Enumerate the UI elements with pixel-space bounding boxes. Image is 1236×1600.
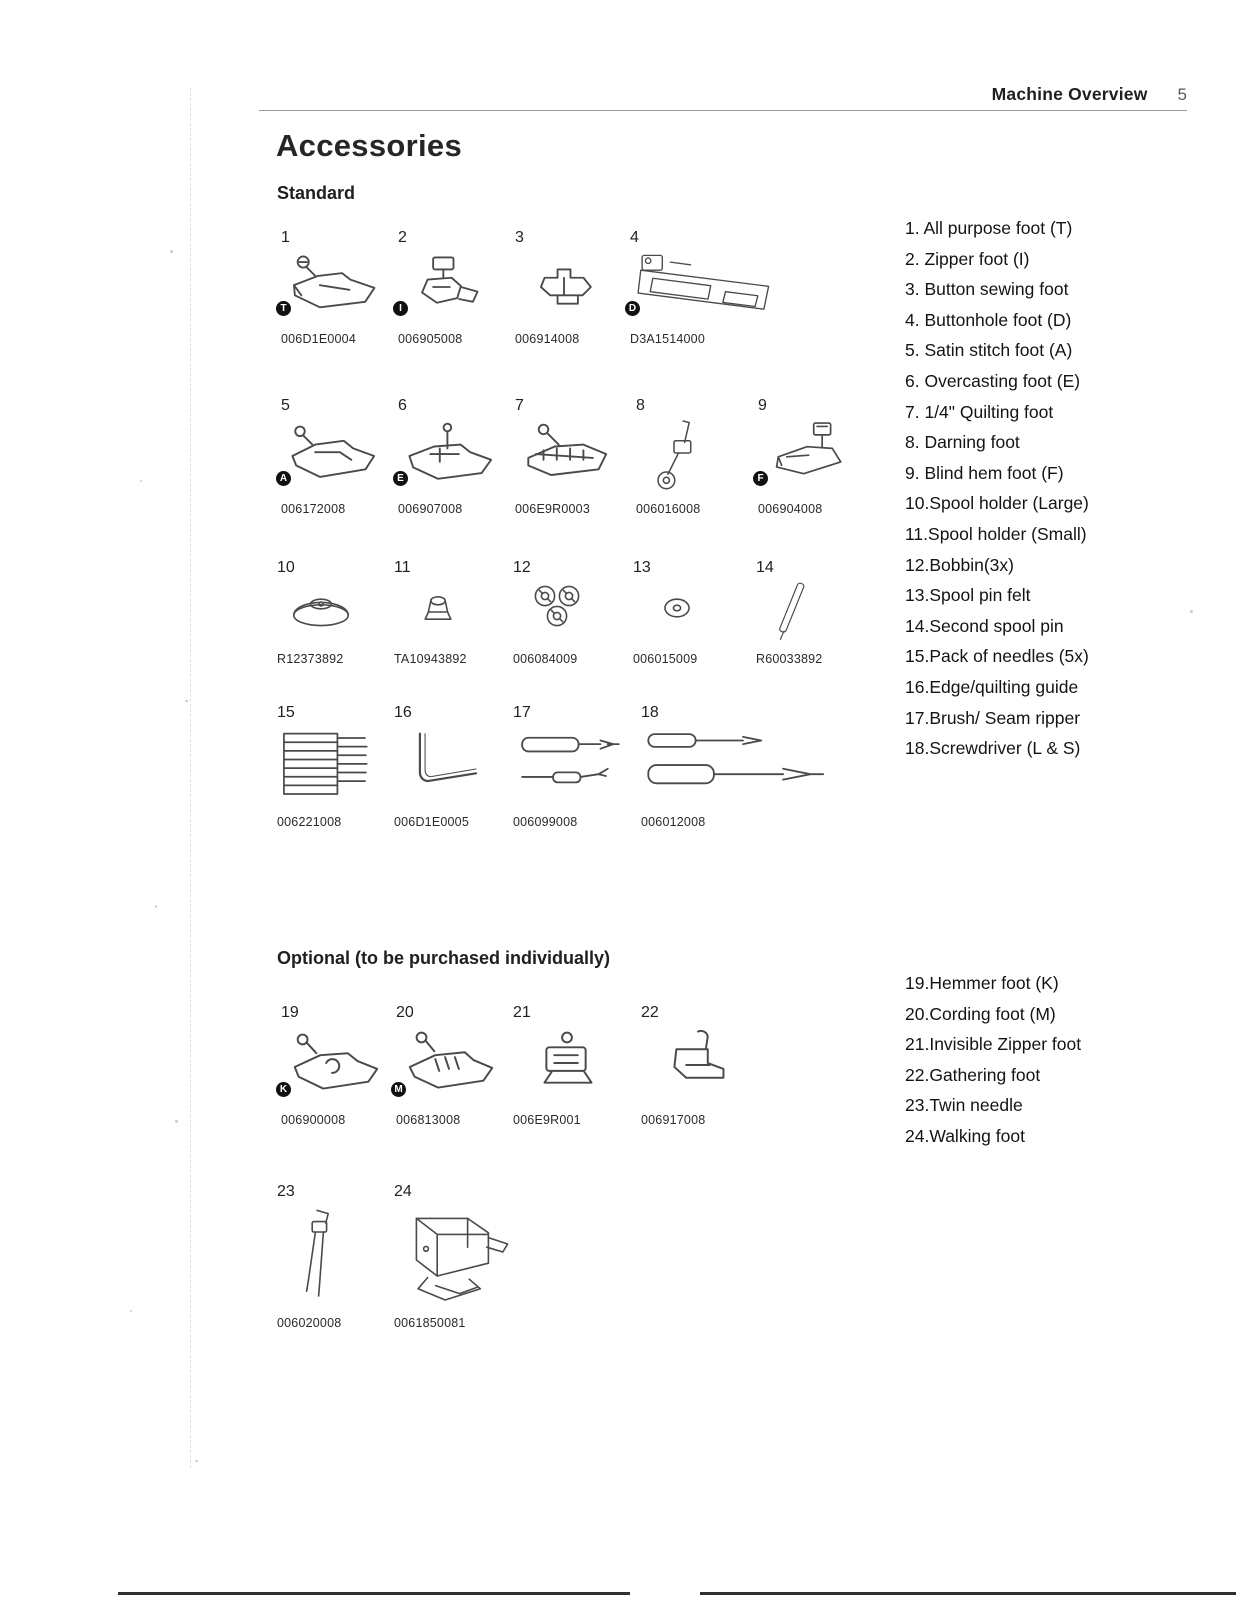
accessory-number: 2 (398, 229, 407, 246)
accessory-number: 23 (277, 1183, 295, 1200)
part-number: 006E9R001 (513, 1113, 581, 1127)
buttonhole-foot-icon (630, 250, 840, 324)
accessory-list-item: 2. Zipper foot (I) (905, 248, 1030, 269)
scan-speck (1190, 610, 1193, 613)
accessory-list-item: 8. Darning foot (905, 432, 1020, 453)
accessory-item (277, 558, 385, 666)
page-number: 5 (1177, 85, 1187, 104)
standard-section-label: Standard (277, 183, 356, 203)
invisible-zipper-foot-icon (513, 1025, 621, 1105)
hemmer-foot-icon (281, 1025, 389, 1105)
accessory-list-item: 9. Blind hem foot (F) (905, 462, 1064, 483)
part-number: D3A1514000 (630, 332, 705, 346)
accessory-number: 6 (398, 397, 407, 414)
zipper-foot-icon (398, 250, 506, 324)
accessory-number: 16 (394, 704, 412, 721)
accessory-list-item: 4. Buttonhole foot (D) (905, 309, 1072, 330)
accessory-list-item: 20.Cording foot (M) (905, 1003, 1056, 1024)
part-letter-badge: E (393, 471, 408, 486)
accessory-item (394, 703, 502, 829)
accessory-list-item: 19.Hemmer foot (K) (905, 973, 1059, 993)
part-number: 006917008 (641, 1113, 706, 1127)
accessory-number: 8 (636, 397, 645, 414)
accessory-list-item: 18.Screwdriver (L & S) (905, 738, 1081, 759)
accessory-list-item: 21.Invisible Zipper foot (905, 1034, 1082, 1055)
part-number: 006016008 (636, 502, 701, 516)
screwdrivers-icon (641, 725, 851, 807)
accessory-list-item: 1. All purpose foot (T) (905, 218, 1073, 238)
standard-accessory-list (905, 213, 1089, 764)
quilting-foot-icon (515, 418, 623, 494)
accessory-item (394, 558, 502, 666)
accessory-number: 18 (641, 704, 659, 721)
page-title: Accessories (276, 128, 462, 163)
accessory-list-item: 5. Satin stitch foot (A) (905, 340, 1073, 361)
darning-foot-icon (636, 418, 744, 494)
part-number: 006020008 (277, 1316, 342, 1330)
accessory-number: 24 (394, 1183, 412, 1200)
accessory-list-item: 15.Pack of needles (5x) (905, 646, 1089, 667)
part-number: 0061850081 (394, 1316, 466, 1330)
scan-speck (175, 1120, 178, 1123)
part-number: 006900008 (281, 1113, 346, 1127)
part-letter-badge: D (625, 301, 640, 316)
accessory-list-item: 13.Spool pin felt (905, 585, 1031, 606)
part-number: 006015009 (633, 652, 698, 666)
twin-needle-icon (277, 1204, 385, 1308)
accessory-list-item: 6. Overcasting foot (E) (905, 370, 1081, 391)
accessory-item (515, 396, 623, 516)
part-number: R12373892 (277, 652, 344, 666)
accessory-item (277, 1182, 385, 1330)
accessory-list-item: 10.Spool holder (Large) (905, 493, 1089, 514)
scan-speck (155, 905, 157, 908)
accessory-list-item: 16.Edge/quilting guide (905, 676, 1079, 697)
part-letter-badge: A (276, 471, 291, 486)
blind-hem-foot-icon (758, 418, 866, 494)
accessory-number: 17 (513, 704, 531, 721)
part-number: 006099008 (513, 815, 578, 829)
accessory-number: 7 (515, 397, 524, 414)
accessory-item (513, 703, 643, 829)
spool-holder-small-icon (394, 580, 502, 644)
accessory-number: 20 (396, 1004, 414, 1021)
accessory-list-item: 23.Twin needle (905, 1095, 1023, 1116)
scan-speck (140, 480, 142, 482)
accessory-item (398, 396, 506, 516)
accessory-item (281, 396, 389, 516)
accessory-list-item: 11.Spool holder (Small) (905, 523, 1087, 544)
accessory-list-item: 3. Button sewing foot (905, 279, 1069, 300)
accessory-number: 13 (633, 559, 651, 576)
accessory-list-item: 12.Bobbin(3x) (905, 554, 1014, 575)
brush-seam-ripper-icon (513, 725, 643, 807)
accessory-number: 21 (513, 1004, 531, 1021)
scan-speck (170, 250, 173, 253)
second-spool-pin-icon (756, 580, 864, 644)
overcasting-foot-icon (398, 418, 506, 494)
accessory-number: 22 (641, 1004, 659, 1021)
edge-guide-icon (394, 725, 502, 807)
page-header (259, 84, 1187, 111)
accessory-item (513, 1003, 621, 1127)
accessory-number: 10 (277, 559, 295, 576)
accessory-number: 14 (756, 559, 774, 576)
accessory-item (633, 558, 741, 666)
part-number: 006914008 (515, 332, 580, 346)
scan-edge-bar (118, 1592, 630, 1595)
part-number: 006D1E0005 (394, 815, 469, 829)
part-letter-badge: M (391, 1082, 406, 1097)
accessory-list-item: 7. 1/4" Quilting foot (905, 401, 1054, 422)
needle-pack-icon (277, 725, 385, 807)
accessory-list-item: 14.Second spool pin (905, 615, 1064, 636)
section-title: Machine Overview (991, 84, 1148, 104)
accessory-list-item: 24.Walking foot (905, 1125, 1025, 1146)
accessory-number: 9 (758, 397, 767, 414)
spool-holder-large-icon (277, 580, 385, 644)
accessory-item (281, 1003, 389, 1127)
accessory-item (396, 1003, 504, 1127)
bobbins-icon (513, 580, 621, 644)
part-number: 006172008 (281, 502, 346, 516)
spool-pin-felt-icon (633, 580, 741, 644)
part-number: 006D1E0004 (281, 332, 356, 346)
optional-accessory-list (905, 968, 1081, 1152)
part-number: 006221008 (277, 815, 342, 829)
satin-stitch-foot-icon (281, 418, 389, 494)
part-letter-badge: I (393, 301, 408, 316)
optional-section-label: Optional (to be purchased individually) (277, 948, 611, 968)
accessory-number: 11 (394, 559, 411, 576)
accessory-number: 19 (281, 1004, 299, 1021)
scan-speck (185, 700, 188, 702)
part-number: 006904008 (758, 502, 823, 516)
part-number: 006905008 (398, 332, 463, 346)
part-number: 006084009 (513, 652, 578, 666)
button-sewing-foot-icon (515, 250, 623, 324)
part-number: R60033892 (756, 652, 823, 666)
accessory-number: 4 (630, 229, 639, 246)
accessory-number: 3 (515, 229, 524, 246)
accessory-item (756, 558, 864, 666)
accessory-item (277, 703, 385, 829)
accessory-item (636, 396, 744, 516)
accessory-number: 15 (277, 704, 295, 721)
accessory-item (394, 1182, 564, 1330)
accessory-number: 5 (281, 397, 290, 414)
scan-margin-line (190, 88, 191, 1468)
accessory-list-item: 22.Gathering foot (905, 1064, 1041, 1085)
part-number: TA10943892 (394, 652, 467, 666)
scan-edge-bar (700, 1592, 1236, 1595)
accessory-number: 1 (281, 229, 290, 246)
part-number: 006012008 (641, 815, 706, 829)
part-letter-badge: F (753, 471, 768, 486)
accessory-item (641, 1003, 749, 1127)
walking-foot-icon (394, 1204, 564, 1308)
part-letter-badge: K (276, 1082, 291, 1097)
accessory-number: 12 (513, 559, 531, 576)
cording-foot-icon (396, 1025, 504, 1105)
part-letter-badge: T (276, 301, 291, 316)
all-purpose-foot-icon (281, 250, 389, 324)
part-number: 006813008 (396, 1113, 461, 1127)
accessory-item (758, 396, 866, 516)
accessory-item (513, 558, 621, 666)
part-number: 006907008 (398, 502, 463, 516)
accessory-list-item: 17.Brush/ Seam ripper (905, 707, 1081, 728)
part-number: 006E9R0003 (515, 502, 590, 516)
gathering-foot-icon (641, 1025, 749, 1105)
scan-speck (130, 1310, 132, 1312)
accessory-item (398, 228, 506, 346)
accessory-item (515, 228, 623, 346)
scan-speck (195, 1460, 198, 1462)
accessory-item (281, 228, 389, 346)
accessory-item (630, 228, 840, 346)
accessory-item (641, 703, 851, 829)
